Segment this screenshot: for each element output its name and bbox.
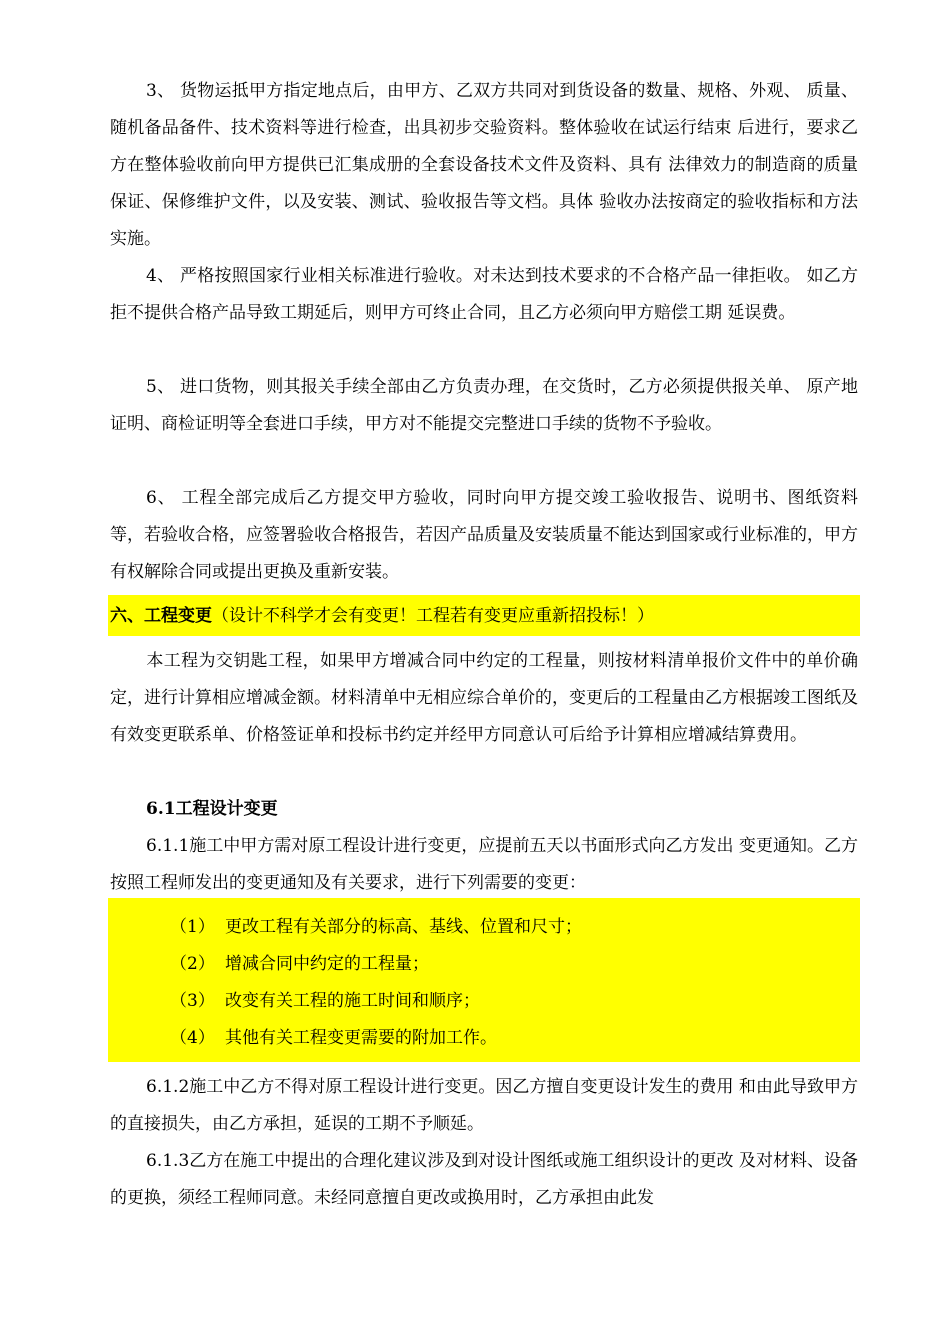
clause-6-1-1-text: 6.1.1施工中甲方需对原工程设计进行变更，应提前五天以书面形式向乙方发出 变更通知。乙方按照工程师发出的变更通知及有关要求，进行下列需要的变更：	[110, 836, 858, 893]
list-item-number: （1）	[170, 917, 215, 937]
clause-6-1-1	[110, 828, 858, 902]
list-item-text: 更改工程有关部分的标高、基线、位置和尺寸；	[225, 917, 582, 937]
list-item-text: 增减合同中约定的工程量；	[225, 954, 429, 974]
section-intro-paragraph	[110, 643, 858, 754]
paragraph-item-5-text: 5、 进口货物，则其报关手续全部由乙方负责办理，在交货时，乙方必须提供报关单、 原产地证明、商检证明等全套进口手续，甲方对不能提交完整进口手续的货物不予验收。	[110, 377, 858, 434]
paragraph-item-4-text: 4、 严格按照国家行业相关标准进行验收。对未达到技术要求的不合格产品一律拒收。 如乙方拒不提供合格产品导致工期延后，则甲方可终止合同，且乙方必须向甲方赔偿工期 延误费。	[110, 266, 858, 323]
clause-6-1-2	[110, 1069, 858, 1143]
list-item	[170, 909, 582, 946]
clause-6-1-2-text: 6.1.2施工中乙方不得对原工程设计进行变更。因乙方擅自变更设计发生的费用 和由此导致甲方的直接损失，由乙方承担，延误的工期不予顺延。	[110, 1077, 858, 1134]
paragraph-item-4	[110, 258, 858, 332]
clause-6-1-3-text: 6.1.3乙方在施工中提出的合理化建议涉及到对设计图纸或施工组织设计的更改 及对材料、设备的更换，须经工程师同意。未经同意擅自更改或换用时，乙方承担由此发	[110, 1151, 858, 1208]
paragraph-item-3	[110, 73, 858, 258]
section-heading	[110, 601, 858, 631]
section-intro-text: 本工程为交钥匙工程，如果甲方增减合同中约定的工程量，则按材料清单报价文件中的单价确定，进行计算相应增减金额。材料清单中无相应综合单价的，变更后的工程量由乙方根据竣工图纸及有效变更联系单、价格签证单和投标书约定并经甲方同意认可后给予计算相应增减结算费用。	[110, 651, 858, 745]
list-item-number: （4）	[170, 1028, 215, 1048]
list-item-text: 其他有关工程变更需要的附加工作。	[225, 1028, 497, 1048]
list-item	[170, 1020, 497, 1057]
subsection-heading	[110, 791, 858, 828]
clause-6-1-3	[110, 1143, 858, 1217]
section-heading-note: （设计不科学才会有变更！工程若有变更应重新招投标！）	[212, 606, 654, 626]
section-heading-title: 六、工程变更	[110, 606, 212, 626]
list-item-number: （3）	[170, 991, 215, 1011]
list-item	[170, 983, 480, 1020]
subsection-heading-title: 6.1工程设计变更	[146, 799, 278, 819]
list-item-text: 改变有关工程的施工时间和顺序；	[225, 991, 480, 1011]
paragraph-item-6	[110, 480, 858, 591]
paragraph-item-3-text: 3、 货物运抵甲方指定地点后，由甲方、乙双方共同对到货设备的数量、规格、外观、 质量、随机备品备件、技术资料等进行检查，出具初步交验资料。整体验收在试运行结束 后进行，要求乙方在整体验收前向甲方提供已汇集成册的全套设备技术文件及资料、具有 法律效力的制造商的质量保证、保修维护文件，以及安装、测试、验收报告等文档。具体 验收办法按商定的验收指标和方法实施。	[110, 81, 858, 249]
list-item-number: （2）	[170, 954, 215, 974]
paragraph-item-6-text: 6、 工程全部完成后乙方提交甲方验收，同时向甲方提交竣工验收报告、说明书、图纸资料等，若验收合格，应签署验收合格报告，若因产品质量及安装质量不能达到国家或行业标准的，甲方有权解除合同或提出更换及重新安装。	[110, 488, 858, 582]
list-item	[170, 946, 429, 983]
paragraph-item-5	[110, 369, 858, 443]
